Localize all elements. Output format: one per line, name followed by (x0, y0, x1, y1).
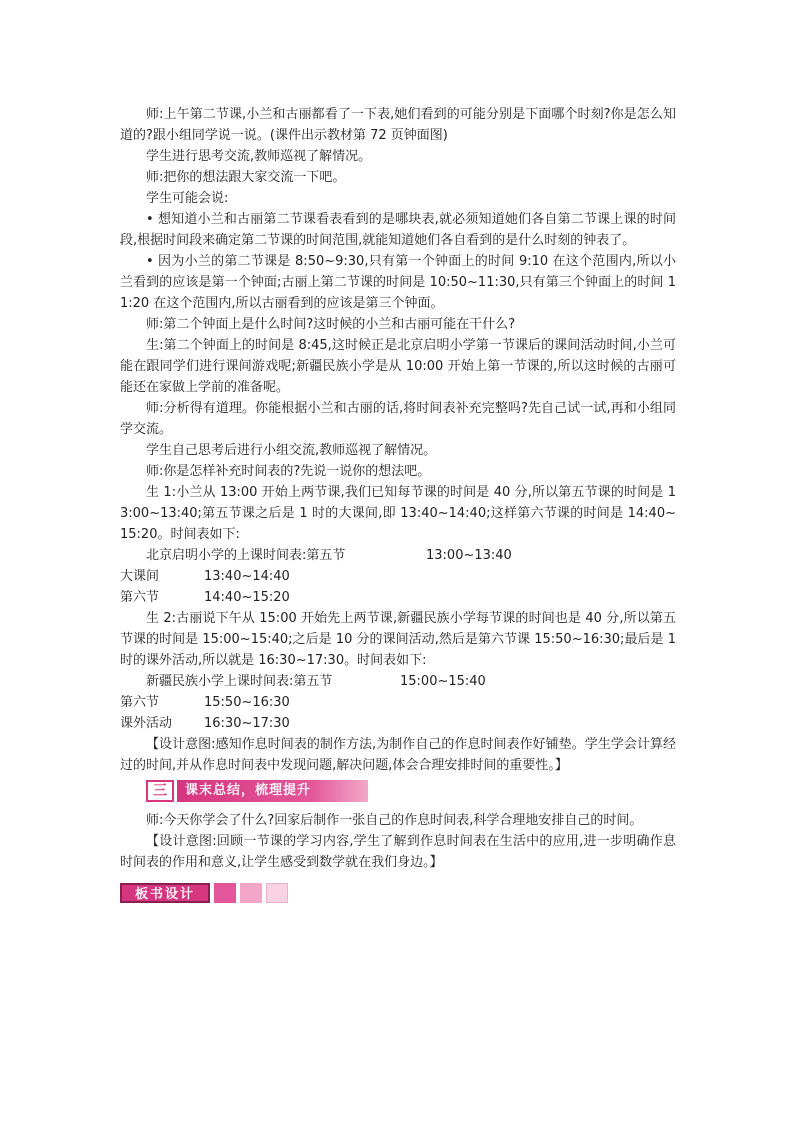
board-design-label: 板书设计 (120, 883, 210, 903)
timetable-1-row-2 (120, 566, 676, 587)
section-number-badge: 三 (146, 780, 174, 802)
timetable-2-row-1 (120, 671, 676, 692)
paragraph-teacher-share: 师:把你的想法跟大家交流一下吧。 (146, 170, 346, 185)
bullet-answer-2: • 因为小兰的第二节课是 8:50~9:30,只有第一个钟面上的时间 9:10 在这个范围内,所以小兰看到的应该是第一个钟面;古丽上第二节课的时间是 10:50~11:30,只有第三个钟面上的时间 11:20 在这个范围内,所以古丽看到的应该是第三个钟面。 (120, 254, 676, 311)
board-design-heading (120, 883, 676, 903)
paragraph-teacher-fill-table: 师:分析得有道理。你能根据小兰和古丽的话,将时间表补充完整吗?先自己试一试,再和小组同学交流。 (120, 401, 676, 437)
paragraph-students-may-say: 学生可能会说: (146, 191, 229, 206)
timetable-1-row-1 (120, 545, 676, 566)
design-intent-1: 【设计意图:感知作息时间表的制作方法,为制作自己的作息时间表作好铺垫。学生学会计算经过的时间,并从作息时间表中发现问题,解决问题,体会合理安排时间的重要性。】 (120, 737, 676, 773)
paragraph-group-discussion: 学生自己思考后进行小组交流,教师巡视了解情况。 (146, 443, 437, 458)
decorative-square-1 (214, 883, 236, 903)
decorative-square-2 (240, 883, 262, 903)
timetable-cell-label: 大课间 (120, 569, 160, 584)
paragraph-teacher-question: 师:上午第二节课,小兰和古丽都看了一下表,她们看到的可能分别是下面哪个时刻?你是怎么知道的?跟小组同学说一说。(课件出示教材第 72 页钟面图) (120, 107, 676, 143)
paragraph-student-discussion: 学生进行思考交流,教师巡视了解情况。 (146, 149, 372, 164)
timetable-cell-time: 13:40~14:40 (204, 569, 290, 584)
paragraph-student-2: 生 2:古丽说下午从 15:00 开始先上两节课,新疆民族小学每节课的时间也是 40 分,所以第五节课的时间是 15:00~15:40;之后是 10 分的课间活动,然后是第六节课 15:50~16:30;最后是 1 时的课外活动,所以就是 16:30~17:30。时间表如下: (120, 611, 676, 668)
decorative-square-3 (266, 883, 288, 903)
section-3-heading (146, 780, 368, 802)
timetable-cell-label: 新疆民族小学上课时间表:第五节 (146, 674, 333, 689)
timetable-cell-time: 15:00~15:40 (400, 674, 486, 689)
paragraph-summary: 师:今天你学会了什么?回家后制作一张自己的作息时间表,科学合理地安排自己的时间。 (146, 813, 643, 828)
timetable-2-row-3 (120, 713, 676, 734)
timetable-cell-label: 第六节 (120, 590, 160, 605)
paragraph-teacher-second-clock: 师:第二个钟面上是什么时间?这时候的小兰和古丽可能在干什么? (146, 317, 516, 332)
timetable-cell-label: 第六节 (120, 695, 160, 710)
timetable-cell-label: 北京启明小学的上课时间表:第五节 (146, 548, 346, 563)
timetable-2-row-2 (120, 692, 676, 713)
timetable-cell-label: 课外活动 (120, 716, 173, 731)
timetable-cell-time: 14:40~15:20 (204, 590, 290, 605)
paragraph-student-1: 生 1:小兰从 13:00 开始上两节课,我们已知每节课的时间是 40 分,所以第五节课的时间是 13:00~13:40;第五节课之后是 1 时的大课间,即 13:40~14:40;这样第六节课的时间是 14:40~15:20。时间表如下: (120, 485, 676, 542)
document-page (120, 104, 676, 903)
timetable-1-row-3 (120, 587, 676, 608)
bullet-answer-1: • 想知道小兰和古丽第二节课看表看到的是哪块表,就必须知道她们各自第二节课上课的时间段,根据时间段来确定第二节课的时间范围,就能知道她们各自看到的是什么时刻的钟表了。 (120, 212, 676, 248)
timetable-cell-time: 13:00~13:40 (426, 548, 512, 563)
paragraph-student-second-clock: 生:第二个钟面上的时间是 8:45,这时候正是北京启明小学第一节课后的课间活动时间,小兰可能在跟同学们进行课间游戏呢;新疆民族小学是从 10:00 开始上第一节课的,所以这时候的古丽可能还在家做上学前的准备呢。 (120, 338, 676, 395)
design-intent-2: 【设计意图:回顾一节课的学习内容,学生了解到作息时间表在生活中的应用,进一步明确作息时间表的作用和意义,让学生感受到数学就在我们身边。】 (120, 834, 676, 870)
section-title: 课末总结，梳理提升 (177, 780, 368, 802)
paragraph-teacher-how: 师:你是怎样补充时间表的?先说一说你的想法吧。 (146, 464, 431, 479)
timetable-cell-time: 16:30~17:30 (204, 716, 290, 731)
timetable-cell-time: 15:50~16:30 (204, 695, 290, 710)
